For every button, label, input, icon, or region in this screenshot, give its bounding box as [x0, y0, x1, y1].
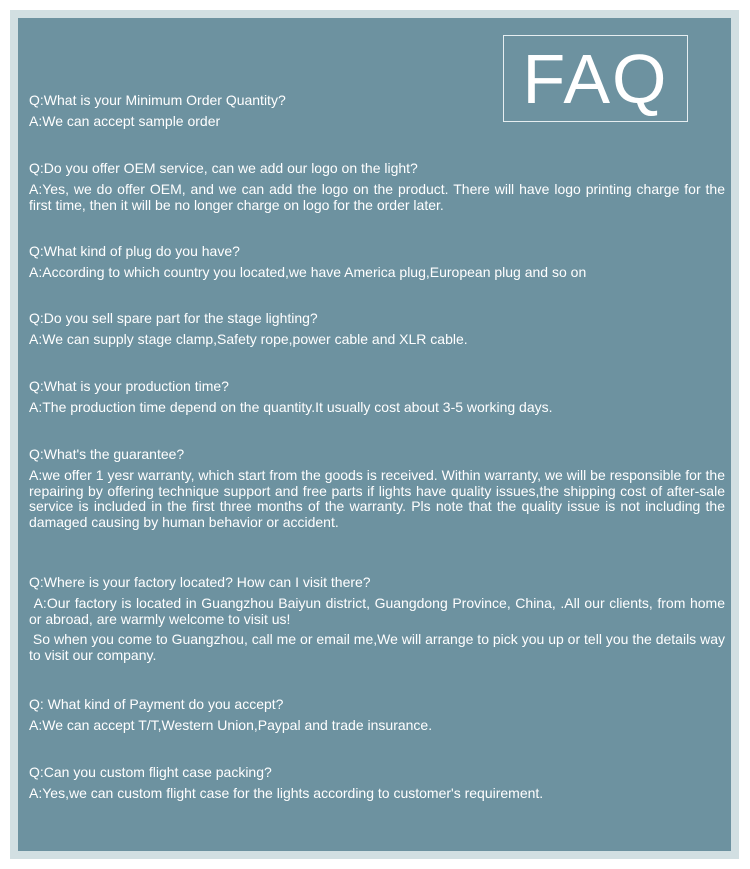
faq-answer [29, 468, 725, 530]
faq-answer [29, 114, 725, 130]
faq-answer-text: So when you come to Guangzhou, call me or email me,We will arrange to pick you up or tell you the details way to visit our company. [29, 631, 725, 663]
faq-item [29, 160, 725, 213]
outer-frame [10, 10, 739, 859]
faq-item [29, 310, 725, 348]
faq-answer [29, 182, 725, 213]
faq-answer-text: A:According to which country you located,we have America plug,European plug and so on [29, 264, 587, 280]
faq-answer-text: A:We can accept sample order [29, 113, 221, 129]
faq-question: Q:Do you offer OEM service, can we add our logo on the light? [29, 160, 418, 176]
faq-answer-text: A:We can supply stage clamp,Safety rope,power cable and XLR cable. [29, 331, 468, 347]
faq-question: Q: What kind of Payment do you accept? [29, 696, 284, 712]
faq-item [29, 378, 725, 416]
faq-answer [29, 400, 725, 416]
faq-item [29, 243, 725, 281]
faq-question: Q:What kind of plug do you have? [29, 243, 240, 259]
faq-item [29, 574, 725, 663]
faq-answer [29, 718, 725, 734]
faq-question: Q:What is your Minimum Order Quantity? [29, 92, 286, 108]
faq-item [29, 696, 725, 734]
faq-answer-text: A:we offer 1 yesr warranty, which start from the goods is received. Within warranty, we will be responsible for the repairing by offering technique support and free parts if lights have quality issues,the shipping cost of after-sale service is included in the first three months of the warranty. Pls note that the quality issue is not including the damaged causing by human behavior or accident. [29, 467, 725, 530]
faq-answer-text: A:The production time depend on the quantity.It usually cost about 3-5 working days. [29, 399, 553, 415]
faq-item [29, 446, 725, 530]
faq-answer-text: A:Yes, we do offer OEM, and we can add the logo on the product. There will have logo printing charge for the first time, then it will be no longer charge on logo for the order later. [29, 181, 725, 213]
faq-answer [29, 596, 725, 663]
faq-panel [18, 18, 731, 851]
faq-answer-text: A:Our factory is located in Guangzhou Baiyun district, Guangdong Province, China, .All our clients, from home or abroad, are warmly welcome to visit us! [29, 595, 725, 627]
faq-answer [29, 332, 725, 348]
faq-answer-text: A:We can accept T/T,Western Union,Paypal and trade insurance. [29, 717, 433, 733]
faq-answer-text: A:Yes,we can custom flight case for the lights according to customer's requirement. [29, 785, 544, 801]
faq-item [29, 764, 725, 802]
faq-title: FAQ [522, 39, 669, 118]
faq-question: Q:Where is your factory located? How can I visit there? [29, 574, 371, 590]
faq-question: Q:Can you custom flight case packing? [29, 764, 272, 780]
faq-question: Q:What's the guarantee? [29, 446, 185, 462]
faq-answer [29, 265, 725, 281]
faq-question: Q:Do you sell spare part for the stage lighting? [29, 310, 318, 326]
faq-answer [29, 786, 725, 802]
faq-question: Q:What is your production time? [29, 378, 229, 394]
faq-item [29, 92, 725, 130]
